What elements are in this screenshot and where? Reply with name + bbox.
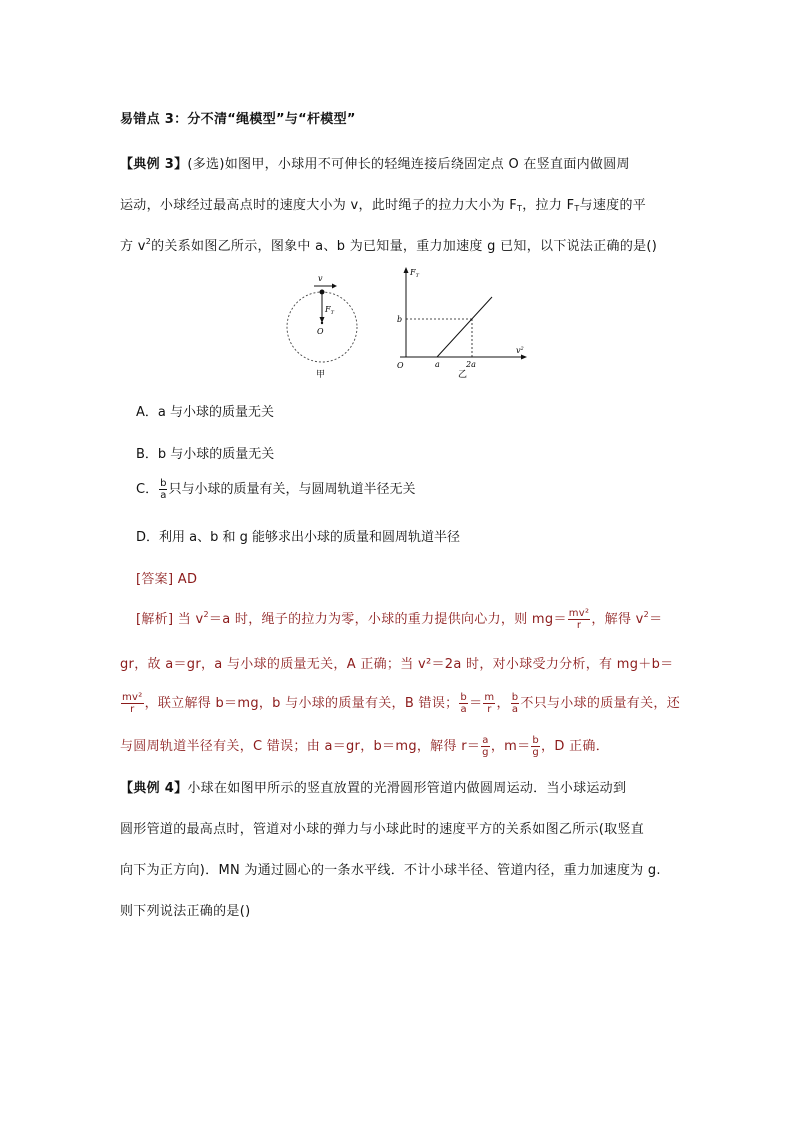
2a-label: 2a	[466, 360, 476, 369]
ft-label: $F_T$	[325, 305, 334, 316]
a-label: a	[435, 360, 440, 369]
v-squared-sup: 2	[145, 237, 152, 246]
option-b: B．b 与小球的质量无关	[136, 447, 275, 462]
example-3-text-2c: 与速度的平	[579, 198, 647, 213]
example-3-line-3	[120, 235, 657, 254]
example-3-figure	[280, 265, 540, 385]
analysis-line-4: 与圆周轨道半径有关，C 错误；由 a＝gr，b＝mg，解得 r＝ $\frac{a}{g}$ ，m＝ $\frac{b}{g}$ ，D 正确．	[120, 735, 609, 758]
velocity-arrow-head	[332, 284, 337, 289]
example-3-text-3a: 方 v	[120, 239, 146, 254]
option-c-prefix: C．	[136, 482, 159, 497]
center-point	[321, 322, 323, 324]
section-heading: 易错点 3：分不清“绳模型”与“杆模型”	[120, 112, 356, 127]
option-a: A．a 与小球的质量无关	[136, 405, 274, 420]
fraction-b-over-a: $\frac{b}{a}$	[160, 478, 167, 501]
o-label: O	[317, 327, 324, 336]
analysis-line-1: [解析] 当 $v^2=a$ 时，绳子的拉力为零，小球的重力提供向心力，则 mg＝ $\frac{\text{mv²}}{r}$ ，解得 $v^2=$	[136, 608, 663, 631]
example-3-text-2b: ，拉力 F	[522, 198, 575, 213]
example-4-text-1: 小球在如图甲所示的竖直放置的光滑圆形管道内做圆周运动．当小球运动到	[187, 781, 627, 796]
option-c-text: 只与小球的质量有关，与圆周轨道半径无关	[168, 482, 416, 497]
example-4-line-4: 则下列说法正确的是()	[120, 904, 251, 919]
y-axis-label: $F_T$	[410, 268, 419, 279]
example-4-line-3: 向下为正方向)．MN 为通过圆心的一条水平线．不计小球半径、管道内径，重力加速度为 g.	[120, 863, 661, 878]
answer: [答案] AD	[136, 572, 198, 587]
origin-label: O	[397, 361, 404, 370]
analysis-line-3: $\frac{\text{mv²}}{r}$ ，联立解得 b＝mg，b 与小球的质量有关，B 错误； $\frac{b}{a}$ ＝ $\frac{m}{r}$ ， $\frac{b}{a}$ 不只与小球的质量有关，还	[122, 692, 681, 715]
graph-line	[437, 297, 492, 357]
x-axis-arrow	[521, 355, 527, 360]
example-3-text-1: (多选)如图甲，小球用不可伸长的轻绳连接后绕固定点 O 在竖直面内做圆周	[187, 157, 630, 172]
example-3-tag: 【典例 3】	[120, 157, 188, 172]
example-3-line-1	[120, 153, 630, 172]
ft-subscript-2: T	[574, 204, 580, 213]
example-4-tag: 【典例 4】	[120, 781, 188, 796]
b-label: b	[397, 315, 403, 324]
ft-subscript: T	[517, 204, 523, 213]
option-c	[136, 478, 415, 501]
example-3-line-2	[120, 194, 646, 213]
jia-label: 甲	[316, 370, 326, 380]
yi-label: 乙	[458, 370, 468, 380]
option-d: D．利用 a、b 和 g 能够求出小球的质量和圆周轨道半径	[136, 530, 461, 545]
analysis-tag: [解析]	[136, 612, 174, 627]
v-label: v	[318, 274, 323, 283]
x-axis-label: $v^2$	[516, 346, 524, 355]
example-4-line-1	[120, 777, 626, 796]
example-4-line-2: 圆形管道的最高点时，管道对小球的弹力与小球此时的速度平方的关系如图乙所示(取竖直	[120, 822, 645, 837]
analysis-line-2: gr，故 a＝gr，a 与小球的质量无关，A 正确；当 v²＝2a 时，对小球受力分析，有 mg＋b＝	[120, 657, 674, 672]
example-3-text-2a: 运动，小球经过最高点时的速度大小为 v，此时绳子的拉力大小为 F	[120, 198, 518, 213]
example-3-text-3b: 的关系如图乙所示，图象中 a、b 为已知量，重力加速度 g 已知，以下说法正确的是()	[151, 239, 658, 254]
y-axis-arrow	[404, 267, 409, 273]
